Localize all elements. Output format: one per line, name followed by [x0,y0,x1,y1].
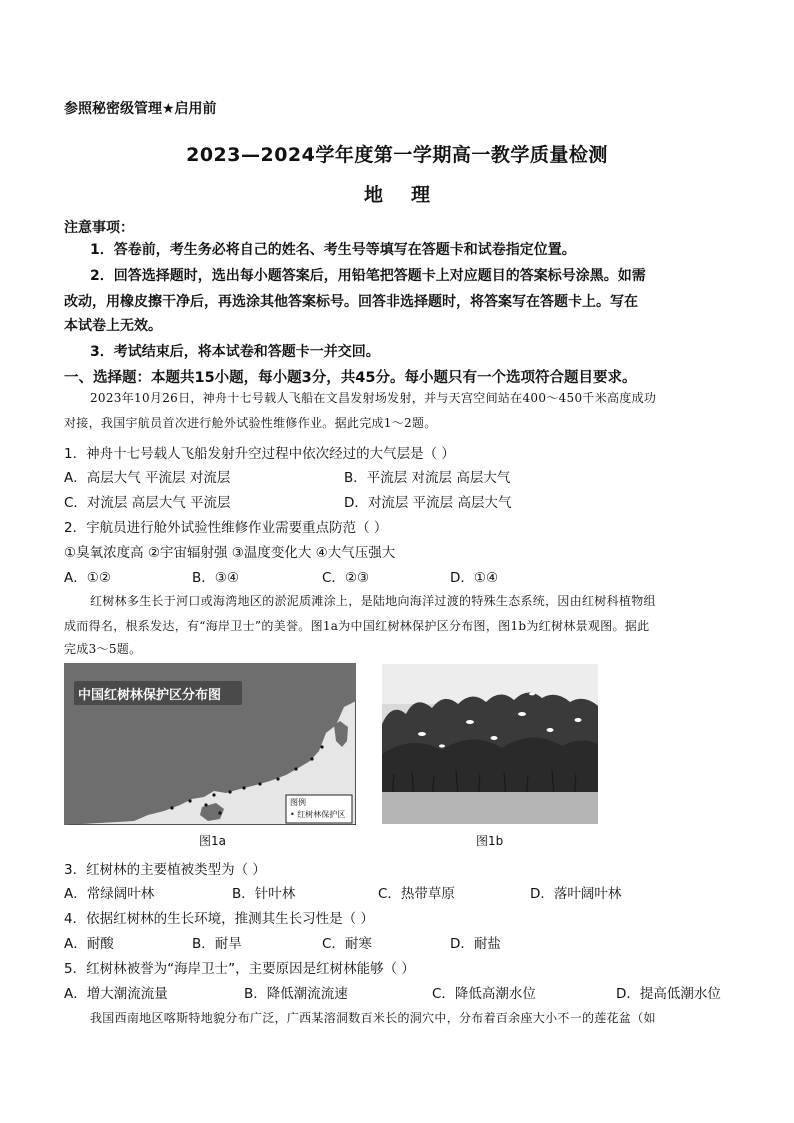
section-heading: 一、选择题：本题共15小题，每小题3分，共45分。每小题只有一个选项符合题目要求。 [64,370,637,386]
q2-option-a[interactable]: A．①② [64,570,111,586]
q5-option-d[interactable]: D．提高低潮水位 [616,986,721,1002]
figure-1a-caption: 图1a [199,834,226,848]
question-1-options-row-2 [64,491,744,511]
q5-option-a[interactable]: A．增大潮流流量 [64,986,168,1002]
note-item-2-line-3: 本试卷上无效。 [64,318,162,334]
q3-option-d[interactable]: D．落叶阔叶林 [530,886,622,902]
mangrove-landscape-photo [382,664,598,824]
figure-1a-map [64,663,356,825]
q1-option-c[interactable]: C．对流层 高层大气 平流层 [64,495,231,511]
note-item-2-line-1: 2．回答选择题时，选出每小题答案后，用铅笔把答题卡上对应题目的答案标号涂黑。如需 [90,268,646,284]
q5-option-c[interactable]: C．降低高潮水位 [432,986,536,1002]
question-2-items: ①臭氧浓度高 ②宇宙辐射强 ③温度变化大 ④大气压强大 [64,545,396,561]
q2-option-d[interactable]: D．①④ [450,570,499,586]
passage-1-line-1: 2023年10月26日，神舟十七号载人飞船在文昌发射场发射，并与天宫空间站在400～450千米高度成功 [90,391,657,405]
map-legend-title: 图例 [290,798,306,807]
note-item-2-line-2: 改动，用橡皮擦干净后，再选涂其他答案标号。回答非选择题时，将答案写在答题卡上。写在 [64,294,638,310]
question-3-options [64,882,744,902]
map-legend-item: • 红树林保护区 [290,810,346,819]
question-1-stem: 1．神舟十七号载人飞船发射升空过程中依次经过的大气层是（ ） [64,446,455,462]
notes-heading: 注意事项： [64,220,134,236]
q2-option-b[interactable]: B．③④ [192,570,239,586]
secrecy-label: 参照秘密级管理★启用前 [64,101,217,117]
question-2-stem: 2．宇航员进行舱外试验性维修作业需要重点防范（ ） [64,520,388,536]
question-5-stem: 5．红树林被誉为“海岸卫士”，主要原因是红树林能够（ ） [64,961,415,977]
question-3-stem: 3．红树林的主要植被类型为（ ） [64,862,266,878]
question-5-options [64,982,744,1002]
question-4-stem: 4．依据红树林的生长环境，推测其生长习性是（ ） [64,911,374,927]
q4-option-d[interactable]: D．耐盐 [450,936,501,952]
q3-option-a[interactable]: A．常绿阔叶林 [64,886,155,902]
q2-option-c[interactable]: C．②③ [322,570,370,586]
map-title: 中国红树林保护区分布图 [78,688,222,703]
q1-option-b[interactable]: B．平流层 对流层 高层大气 [344,470,511,486]
subject-title: 地理 [363,184,458,206]
passage-2-line-1: 红树林多生长于河口或海湾地区的淤泥质滩涂上，是陆地向海洋过渡的特殊生态系统，因由红树科植物组 [90,594,656,608]
q5-option-b[interactable]: B．降低潮流流速 [244,986,348,1002]
q3-option-b[interactable]: B．针叶林 [232,886,296,902]
passage-3-line-1: 我国西南地区喀斯特地貌分布广泛，广西某溶洞数百米长的洞穴中，分布着百余座大小不一的莲花盆（如 [90,1011,656,1025]
question-1-options-row-1 [64,466,744,486]
q1-option-a[interactable]: A．高层大气 平流层 对流层 [64,470,231,486]
question-4-options [64,932,744,952]
passage-2-line-2: 成而得名，根系发达，有“海岸卫士”的美誉。图1a为中国红树林保护区分布图，图1b为红树林景观图。据此 [64,619,650,633]
q4-option-c[interactable]: C．耐寒 [322,936,372,952]
note-item-1: 1．答卷前，考生务必将自己的姓名、考生号等填写在答题卡和试卷指定位置。 [90,242,576,258]
figure-1b-caption: 图1b [476,834,504,848]
figure-1b-photo [382,664,598,824]
q1-option-d[interactable]: D．对流层 平流层 高层大气 [344,495,512,511]
passage-2-line-3: 完成3～5题。 [64,642,142,656]
note-item-3: 3．考试结束后，将本试卷和答题卡一并交回。 [90,344,380,360]
q4-option-a[interactable]: A．耐酸 [64,936,114,952]
passage-1-line-2: 对接，我国宇航员首次进行舱外试验性维修作业。据此完成1～2题。 [64,416,437,430]
question-2-options [64,566,744,586]
q4-option-b[interactable]: B．耐旱 [192,936,242,952]
exam-title: 2023—2024学年度第一学期高一教学质量检测 [186,144,608,166]
q3-option-c[interactable]: C．热带草原 [378,886,455,902]
